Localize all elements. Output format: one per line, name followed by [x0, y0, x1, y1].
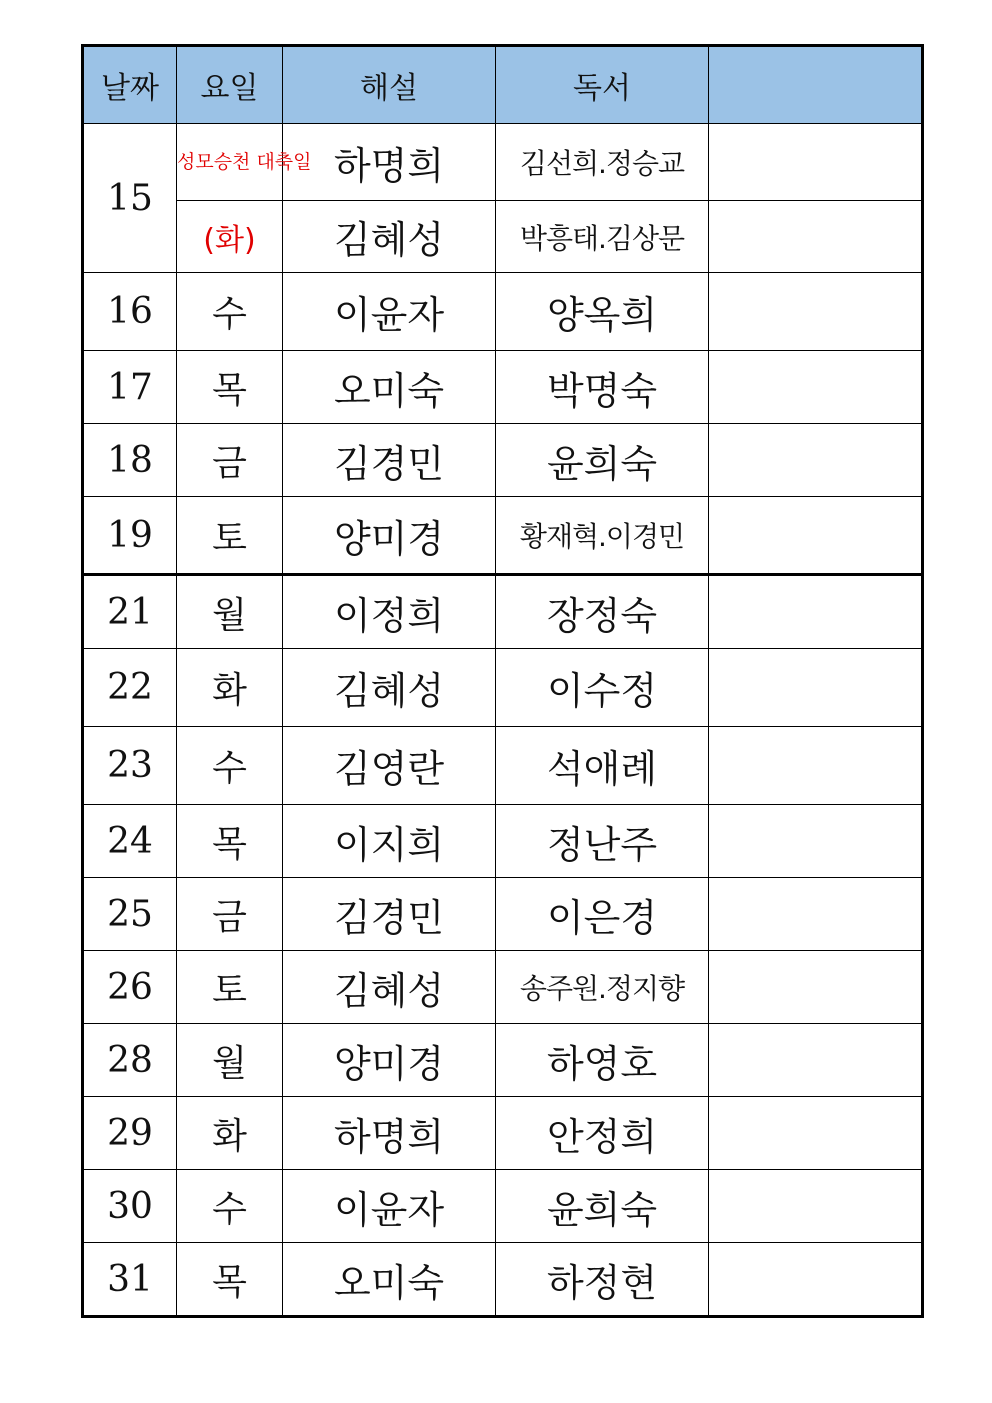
day-cell: 토: [177, 951, 283, 1024]
table-row: [83, 1097, 923, 1170]
table-row: [83, 1170, 923, 1243]
reader-cell: 박흥태.김상문: [496, 201, 709, 273]
table-row: [83, 727, 923, 805]
day-cell: 목: [177, 351, 283, 424]
reader-cell: 이은경: [496, 878, 709, 951]
commentator-cell: 김영란: [283, 727, 496, 805]
day-cell: 목: [177, 1243, 283, 1317]
day-cell: 월: [177, 1024, 283, 1097]
empty-cell: [709, 273, 923, 351]
table-row: [83, 878, 923, 951]
table-row: [83, 1243, 923, 1317]
day-cell: 화: [177, 1097, 283, 1170]
table-row: [83, 497, 923, 575]
commentator-cell: 김혜성: [283, 201, 496, 273]
day-cell: 수: [177, 1170, 283, 1243]
day-cell: (화): [177, 201, 283, 273]
commentator-cell: 이정희: [283, 575, 496, 649]
empty-cell: [709, 805, 923, 878]
table-row: [83, 273, 923, 351]
table-row: [83, 951, 923, 1024]
reader-cell: 장정숙: [496, 575, 709, 649]
date-cell: 29: [83, 1097, 177, 1170]
date-cell: 17: [83, 351, 177, 424]
commentator-cell: 이윤자: [283, 273, 496, 351]
day-cell: 월: [177, 575, 283, 649]
reader-cell: 송주원.정지향: [496, 951, 709, 1024]
reader-cell: 석애례: [496, 727, 709, 805]
reader-cell: 하정현: [496, 1243, 709, 1317]
table-row: [83, 649, 923, 727]
empty-cell: [709, 124, 923, 201]
header-empty: [709, 46, 923, 124]
date-cell: 22: [83, 649, 177, 727]
date-cell: 24: [83, 805, 177, 878]
header-commentator: 해설: [283, 46, 496, 124]
reader-cell: 황재혁.이경민: [496, 497, 709, 575]
commentator-cell: 이지희: [283, 805, 496, 878]
commentator-cell: 오미숙: [283, 351, 496, 424]
day-cell: 수: [177, 273, 283, 351]
reader-cell: 윤희숙: [496, 1170, 709, 1243]
date-cell: 19: [83, 497, 177, 575]
table-row: [83, 424, 923, 497]
feast-label: 성모승천 대축일: [177, 124, 283, 201]
day-cell: 목: [177, 805, 283, 878]
header-reader: 독서: [496, 46, 709, 124]
commentator-cell: 김경민: [283, 424, 496, 497]
commentator-cell: 이윤자: [283, 1170, 496, 1243]
date-cell: 16: [83, 273, 177, 351]
table-row: [83, 124, 923, 201]
date-cell: 15: [83, 124, 177, 273]
date-cell: 26: [83, 951, 177, 1024]
reader-cell: 하영호: [496, 1024, 709, 1097]
commentator-cell: 양미경: [283, 1024, 496, 1097]
empty-cell: [709, 1097, 923, 1170]
empty-cell: [709, 497, 923, 575]
commentator-cell: 김혜성: [283, 649, 496, 727]
commentator-cell: 김경민: [283, 878, 496, 951]
empty-cell: [709, 1243, 923, 1317]
empty-cell: [709, 424, 923, 497]
table-row: [83, 575, 923, 649]
reader-cell: 양옥희: [496, 273, 709, 351]
empty-cell: [709, 951, 923, 1024]
empty-cell: [709, 575, 923, 649]
header-date: 날짜: [83, 46, 177, 124]
table-row: [83, 351, 923, 424]
header-row: [83, 46, 923, 124]
day-cell: 화: [177, 649, 283, 727]
day-cell: 수: [177, 727, 283, 805]
table-row: [83, 1024, 923, 1097]
date-cell: 31: [83, 1243, 177, 1317]
date-cell: 30: [83, 1170, 177, 1243]
empty-cell: [709, 727, 923, 805]
reader-cell: 안정희: [496, 1097, 709, 1170]
table-row: [83, 201, 923, 273]
reader-cell: 김선희.정승교: [496, 124, 709, 201]
date-cell: 21: [83, 575, 177, 649]
header-day: 요일: [177, 46, 283, 124]
date-cell: 23: [83, 727, 177, 805]
commentator-cell: 하명희: [283, 124, 496, 201]
empty-cell: [709, 649, 923, 727]
empty-cell: [709, 201, 923, 273]
reader-cell: 이수정: [496, 649, 709, 727]
empty-cell: [709, 878, 923, 951]
day-cell: 금: [177, 878, 283, 951]
date-cell: 18: [83, 424, 177, 497]
reader-cell: 윤희숙: [496, 424, 709, 497]
commentator-cell: 오미숙: [283, 1243, 496, 1317]
empty-cell: [709, 1170, 923, 1243]
schedule-table: [81, 44, 924, 1318]
date-cell: 25: [83, 878, 177, 951]
day-cell: 토: [177, 497, 283, 575]
reader-cell: 박명숙: [496, 351, 709, 424]
reader-cell: 정난주: [496, 805, 709, 878]
day-cell: 금: [177, 424, 283, 497]
commentator-cell: 김혜성: [283, 951, 496, 1024]
commentator-cell: 하명희: [283, 1097, 496, 1170]
commentator-cell: 양미경: [283, 497, 496, 575]
table-row: [83, 805, 923, 878]
date-cell: 28: [83, 1024, 177, 1097]
empty-cell: [709, 1024, 923, 1097]
empty-cell: [709, 351, 923, 424]
